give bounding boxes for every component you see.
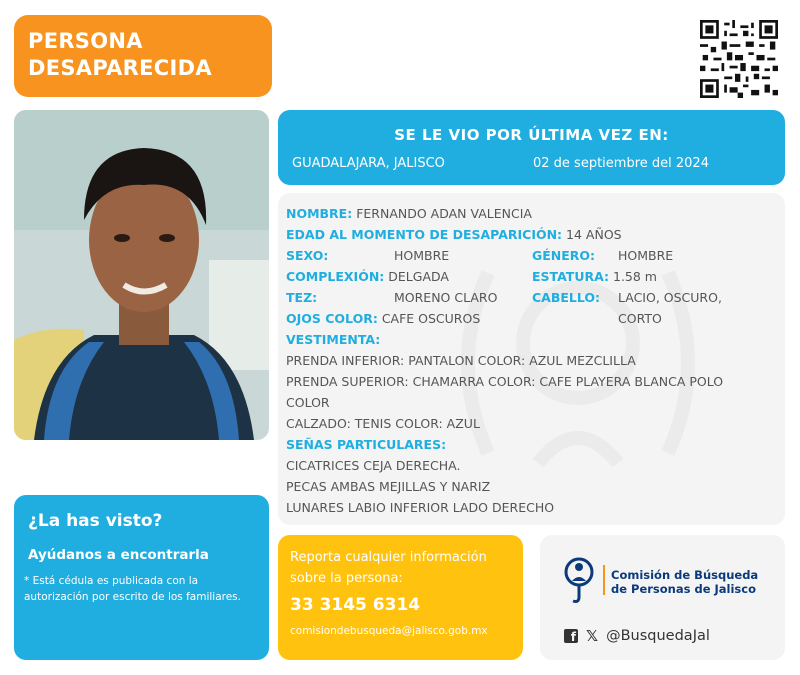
title-line-2: DESAPARECIDA	[28, 56, 212, 80]
ojos-value: CAFE OSCUROS	[381, 311, 481, 326]
person-photo	[14, 110, 269, 440]
person-info-panel	[278, 193, 785, 525]
senas-label: SEÑAS PARTICULARES:	[286, 437, 447, 452]
ojos-label: OJOS COLOR:	[286, 311, 378, 326]
title-line-1: PERSONA	[28, 29, 143, 53]
last-seen-heading: SE LE VIO POR ÚLTIMA VEZ EN:	[394, 126, 669, 144]
tez-label: TEZ:	[286, 290, 318, 305]
prenda-superior-2: COLOR	[286, 395, 330, 410]
sena-item: LUNARES LABIO INFERIOR LADO DERECHO	[286, 500, 555, 515]
organization-name	[611, 568, 758, 596]
report-contact-box	[278, 535, 523, 660]
consent-note: * Está cédula es publicada con la autorización por escrito de los familiares.	[24, 575, 241, 603]
estatura-value: 1.58 m	[613, 269, 657, 284]
sexo-value: HOMBRE	[394, 248, 450, 263]
organization-box	[540, 535, 785, 660]
qr-code-icon[interactable]	[700, 20, 778, 98]
edad-value: 14 AÑOS	[566, 227, 622, 242]
facebook-icon[interactable]: f	[564, 629, 578, 643]
sexo-label: SEXO:	[286, 248, 329, 263]
cabello-value-1: LACIO, OSCURO,	[618, 290, 722, 305]
prenda-superior-1: PRENDA SUPERIOR: CHAMARRA COLOR: CAFE PLAYERA BLANCA POLO	[286, 374, 724, 389]
complexion-value: DELGADA	[388, 269, 449, 284]
nombre-value: FERNANDO ADAN VALENCIA	[356, 206, 532, 221]
have-you-seen-heading: ¿La has visto?	[28, 511, 163, 531]
genero-label: GÉNERO:	[532, 248, 596, 263]
complexion-label: COMPLEXIÓN:	[286, 269, 385, 284]
last-seen-date: 02 de septiembre del 2024	[533, 156, 709, 171]
organization-name-line-2: de Personas de Jalisco	[611, 582, 756, 596]
help-us-text: Ayúdanos a encontrarla	[28, 547, 209, 563]
report-text: Reporta cualquier información sobre la persona:	[290, 550, 487, 586]
org-divider	[603, 565, 605, 595]
commission-logo-icon	[562, 557, 596, 605]
vestimenta-label: VESTIMENTA:	[286, 332, 381, 347]
cabello-label: CABELLO:	[532, 290, 601, 305]
title-banner	[14, 15, 272, 97]
estatura-label: ESTATURA:	[532, 269, 610, 284]
nombre-label: NOMBRE:	[286, 206, 353, 221]
social-handle[interactable]: @BusquedaJal	[606, 628, 710, 644]
last-seen-place: GUADALAJARA, JALISCO	[292, 156, 445, 171]
phone-number[interactable]: 33 3145 6314	[290, 595, 421, 615]
sena-item: PECAS AMBAS MEJILLAS Y NARIZ	[286, 479, 491, 494]
organization-name-line-1: Comisión de Búsqueda	[611, 568, 759, 582]
edad-label: EDAD AL MOMENTO DE DESAPARICIÓN:	[286, 227, 563, 242]
genero-value: HOMBRE	[618, 248, 674, 263]
sena-item: CICATRICES CEJA DERECHA.	[286, 458, 461, 473]
have-you-seen-card	[14, 495, 269, 660]
cabello-value-2: CORTO	[618, 311, 662, 326]
last-seen-box	[278, 110, 785, 185]
email-address[interactable]: comisiondebusqueda@jalisco.gob.mx	[290, 625, 488, 637]
x-icon[interactable]: 𝕏	[586, 627, 599, 645]
prenda-inferior: PRENDA INFERIOR: PANTALON COLOR: AZUL MEZCLILLA	[286, 353, 636, 368]
calzado: CALZADO: TENIS COLOR: AZUL	[286, 416, 480, 431]
tez-value: MORENO CLARO	[394, 290, 498, 305]
social-links	[564, 627, 710, 645]
